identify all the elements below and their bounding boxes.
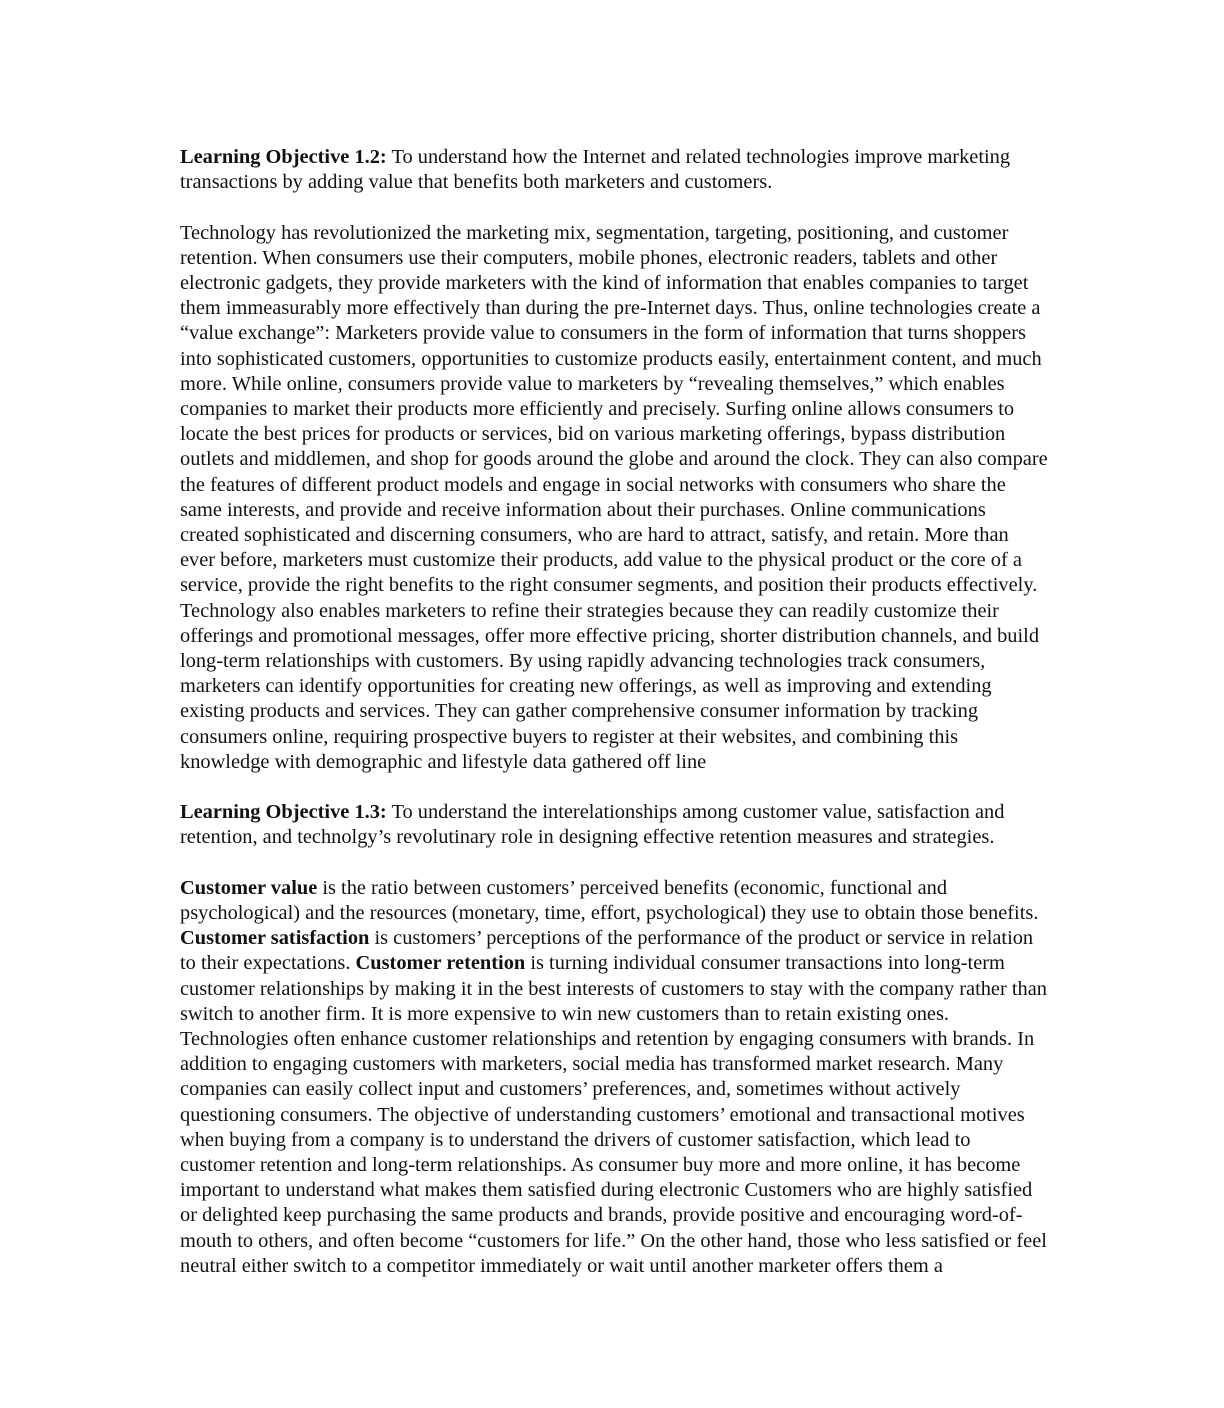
paragraph-segment: is turning individual consumer transactions into long-term customer relationships by making it in the best interests of customers to stay with the company rather than switch to another firm. It is more expensive to win new customers than to retain existing ones. Technologies often enhance customer relationships and retention by engaging consumers with brands. In addition to engaging customers with marketers, social media has transformed market research. Many companies can easily collect input and customers’ preferences, and, sometimes without actively questioning consumers. The objective of understanding customers’ emotional and transactional motives when buying from a company is to understand the drivers of customer satisfaction, which lead to customer retention and long-term relationships. As consumer buy more and more online, it has become important to understand what makes them satisfied during electronic Customers who are highly satisfied or delighted keep purchasing the same products and brands, provide positive and encouraging word-of-mouth to others, and often become “customers for life.” On the other hand, those who less satisfied or feel neutral either switch to a competitor immediately or wait until another marketer offers them a [180,952,1047,1277]
objective-label: Learning Objective 1.2: [180,146,387,168]
objective-text: To understand how the Internet and related technologies improve marketing transactions by adding value that benefits both marketers and customers. [180,146,1011,194]
term-customer-value: Customer value [180,876,318,899]
term-customer-satisfaction: Customer satisfaction [180,927,370,950]
term-customer-retention: Customer retention [355,952,526,975]
paragraph-segment: is the ratio between customers’ perceived benefits (economic, functional and psychological) and the resources (monetary, time, effort, psychological) they use to obtain those benefits. [180,876,1039,925]
document-page [180,145,1048,1304]
objective-label: Learning Objective 1.3: [180,801,387,824]
technology-paragraph: Technology has revolutionized the marketing mix, segmentation, targeting, positioning, and customer retention. When consumers use their computers, mobile phones, electronic readers, tablets and other electronic gadgets, they provide marketers with the kind of information that enables companies to target them immeasurably more effectively than during the pre-Internet days. Thus, online technologies create a “value exchange”: Marketers provide value to consumers in the form of information that turns shoppers into sophisticated customers, opportunities to customize products easily, entertainment content, and much more. While online, consumers provide value to marketers by “revealing themselves,” which enables companies to market their products more efficiently and precisely. Surfing online allows consumers to locate the best prices for products or services, bid on various marketing offerings, bypass distribution outlets and middlemen, and shop for goods around the globe and around the clock. They can also compare the features of different product models and engage in social networks with consumers who share the same interests, and provide and receive information about their purchases. Online communications created sophisticated and discerning consumers, who are hard to attract, satisfy, and retain. More than ever before, marketers must customize their products, add value to the physical product or the core of a service, provide the right benefits to the right consumer segments, and position their products effectively. Technology also enables marketers to refine their strategies because they can readily customize their offerings and promotional messages, offer more effective pricing, shorter distribution channels, and build long-term relationships with customers. By using rapidly advancing technologies track consumers, marketers can identify opportunities for creating new offerings, as well as improving and extending existing products and services. They can gather comprehensive consumer information by tracking consumers online, requiring prospective buyers to register at their websites, and combining this knowledge with demographic and lifestyle data gathered off line [180,221,1048,773]
learning-objective-1-2 [180,145,1048,195]
customer-value-paragraph [180,876,1048,1279]
learning-objective-1-3 [180,800,1048,850]
paragraph-segment: is customers’ perceptions of the performance of the product or service in relation to their expectations. [180,927,1034,975]
objective-text: To understand the interelationships among customer value, satisfaction and retention, and technolgy’s revolutinary role in designing effective retention measures and strategies. [180,801,1005,849]
